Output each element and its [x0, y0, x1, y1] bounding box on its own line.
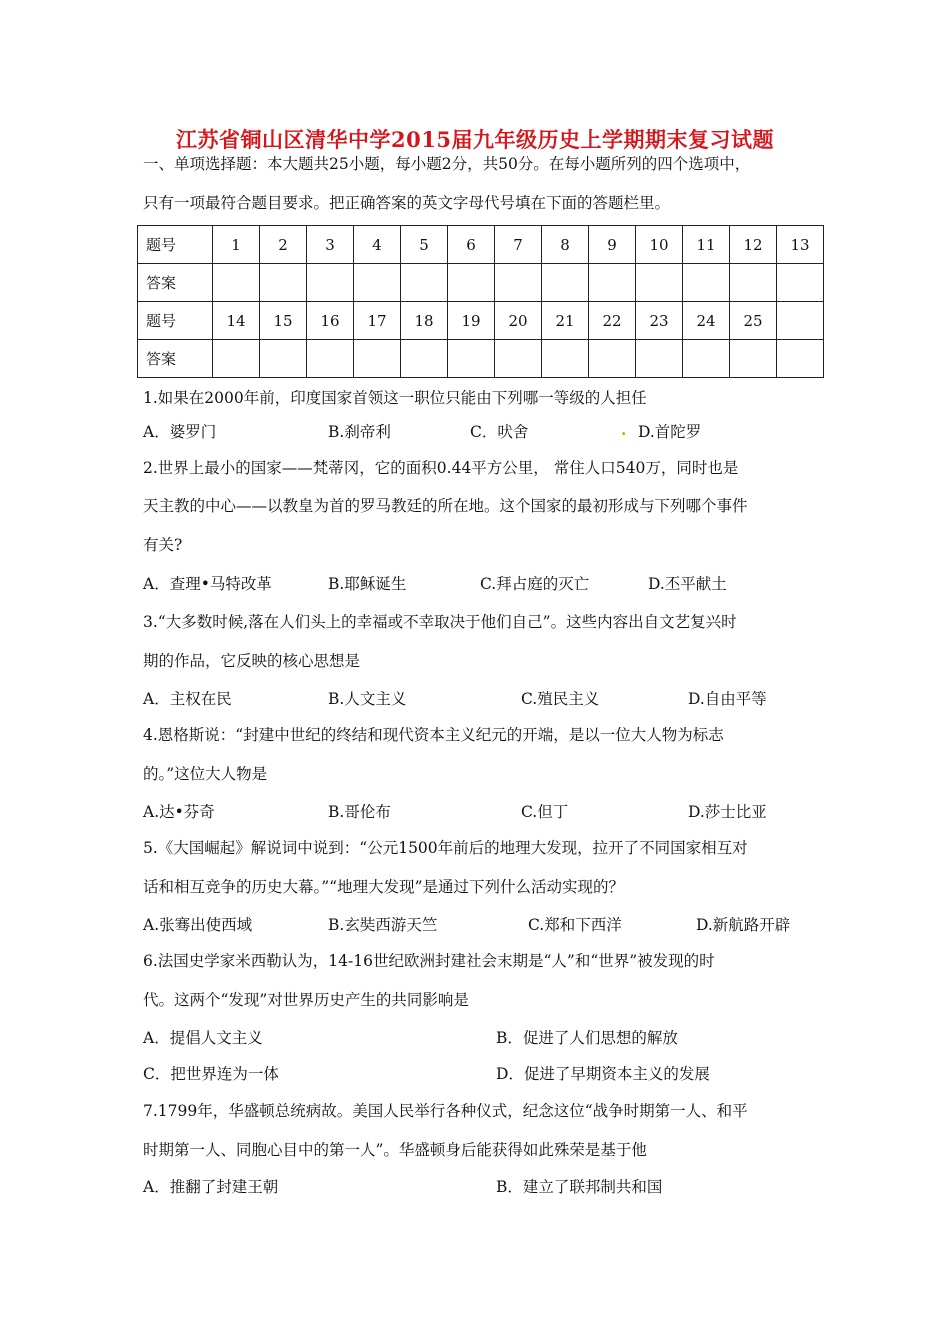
- question-6-option-a[interactable]: A．提倡人文主义: [143, 1029, 263, 1047]
- answer-cell[interactable]: [683, 264, 730, 302]
- question-number: 16: [307, 302, 354, 340]
- answer-table: [137, 225, 824, 378]
- question-number: 14: [213, 302, 260, 340]
- answer-cell[interactable]: [636, 264, 683, 302]
- question-number: 12: [730, 226, 777, 264]
- question-3-option-c[interactable]: C.殖民主义: [521, 690, 600, 708]
- answer-cell[interactable]: [542, 264, 589, 302]
- question-1-mark: .: [621, 420, 627, 439]
- question-5-option-b[interactable]: B.玄奘西游天竺: [328, 916, 438, 934]
- question-2-stem-line-1: 2.世界上最小的国家——梵蒂冈，它的面积0.44平方公里， 常住人口540万，同时也是: [143, 459, 739, 477]
- answer-cell[interactable]: [730, 264, 777, 302]
- question-3-option-b[interactable]: B.人文主义: [328, 690, 407, 708]
- question-number: 6: [448, 226, 495, 264]
- question-4-option-a[interactable]: A.达•芬奇: [143, 803, 215, 821]
- question-number: 9: [589, 226, 636, 264]
- question-5-option-a[interactable]: A.张骞出使西域: [143, 916, 253, 934]
- question-5-option-d[interactable]: D.新航路开辟: [696, 916, 791, 934]
- answer-cell[interactable]: [401, 340, 448, 378]
- instruction-line-2: 只有一项最符合题目要求。把正确答案的英文字母代号填在下面的答题栏里。: [143, 194, 671, 212]
- question-number: 22: [589, 302, 636, 340]
- answer-cell[interactable]: [307, 264, 354, 302]
- answer-cell[interactable]: [213, 264, 260, 302]
- answer-cell[interactable]: [777, 264, 824, 302]
- table-label-question: 题号: [138, 302, 213, 340]
- question-5-stem-line-2: 话和相互竞争的历史大幕。”“地理大发现”是通过下列什么活动实现的？: [143, 878, 625, 896]
- question-number: 1: [213, 226, 260, 264]
- question-2-option-a[interactable]: A．查理•马特改革: [143, 575, 272, 593]
- answer-cell[interactable]: [495, 340, 542, 378]
- question-number: 7: [495, 226, 542, 264]
- question-number: 15: [260, 302, 307, 340]
- question-7-option-b[interactable]: B．建立了联邦制共和国: [496, 1178, 663, 1196]
- answer-cell[interactable]: [401, 264, 448, 302]
- question-1-option-a[interactable]: A．婆罗门: [143, 423, 217, 441]
- question-5-option-c[interactable]: C.郑和下西洋: [528, 916, 622, 934]
- answer-cell[interactable]: [354, 340, 401, 378]
- question-number: 20: [495, 302, 542, 340]
- question-number: 21: [542, 302, 589, 340]
- answer-cell[interactable]: [495, 264, 542, 302]
- table-label-answer: 答案: [138, 340, 213, 378]
- question-number: 2: [260, 226, 307, 264]
- question-4-stem-line-1: 4.恩格斯说：“封建中世纪的终结和现代资本主义纪元的开端，是以一位大人物为标志: [143, 726, 724, 744]
- answer-cell[interactable]: [777, 340, 824, 378]
- question-number: 19: [448, 302, 495, 340]
- table-row: [138, 302, 824, 340]
- answer-cell[interactable]: [589, 340, 636, 378]
- question-number: 13: [777, 226, 824, 264]
- answer-cell[interactable]: [260, 264, 307, 302]
- question-number: 18: [401, 302, 448, 340]
- question-number: 25: [730, 302, 777, 340]
- question-7-stem-line-1: 7.1799年，华盛顿总统病故。美国人民举行各种仪式，纪念这位“战争时期第一人、和平: [143, 1102, 748, 1120]
- question-6-option-b[interactable]: B．促进了人们思想的解放: [496, 1029, 678, 1047]
- question-2-option-b[interactable]: B.耶稣诞生: [328, 575, 407, 593]
- question-6-option-d[interactable]: D．促进了早期资本主义的发展: [496, 1065, 710, 1083]
- question-number: 8: [542, 226, 589, 264]
- question-1-option-c[interactable]: C．吠舍: [470, 423, 529, 441]
- instruction-line-1: 一、单项选择题：本大题共25小题，每小题2分，共50分。在每小题所列的四个选项中，: [143, 155, 751, 173]
- question-number: 10: [636, 226, 683, 264]
- question-3-stem-line-2: 期的作品，它反映的核心思想是: [143, 652, 361, 670]
- question-number: 5: [401, 226, 448, 264]
- question-1-option-b[interactable]: B.刹帝利: [328, 423, 391, 441]
- answer-cell[interactable]: [683, 340, 730, 378]
- question-3-option-d[interactable]: D.自由平等: [688, 690, 767, 708]
- question-6-stem-line-2: 代。这两个“发现”对世界历史产生的共同影响是: [143, 991, 469, 1009]
- question-2-option-d[interactable]: D.丕平献土: [648, 575, 727, 593]
- question-3-stem-line-1: 3.“大多数时候,落在人们头上的幸福或不幸取决于他们自己”。这些内容出自文艺复兴时: [143, 613, 737, 631]
- question-4-stem-line-2: 的。”这位大人物是: [143, 765, 268, 783]
- question-number: 3: [307, 226, 354, 264]
- answer-cell[interactable]: [542, 340, 589, 378]
- document-title: 江苏省铜山区清华中学2015届九年级历史上学期期末复习试题: [176, 127, 774, 152]
- question-number: 23: [636, 302, 683, 340]
- question-2-option-c[interactable]: C.拜占庭的灭亡: [480, 575, 590, 593]
- answer-cell[interactable]: [730, 340, 777, 378]
- question-6-stem-line-1: 6.法国史学家米西勒认为，14-16世纪欧洲封建社会末期是“人”和“世界”被发现的时: [143, 952, 715, 970]
- answer-cell[interactable]: [354, 264, 401, 302]
- answer-cell[interactable]: [448, 264, 495, 302]
- question-6-option-c[interactable]: C．把世界连为一体: [143, 1065, 279, 1083]
- table-row: [138, 264, 824, 302]
- question-2-stem-line-2: 天主教的中心——以教皇为首的罗马教廷的所在地。这个国家的最初形成与下列哪个事件: [143, 497, 748, 515]
- question-7-stem-line-2: 时期第一人、同胞心目中的第一人”。华盛顿身后能获得如此殊荣是基于他: [143, 1141, 647, 1159]
- table-label-question: 题号: [138, 226, 213, 264]
- question-1-stem: 1.如果在2000年前，印度国家首领这一职位只能由下列哪一等级的人担任: [143, 389, 647, 407]
- table-label-answer: 答案: [138, 264, 213, 302]
- question-7-option-a[interactable]: A．推翻了封建王朝: [143, 1178, 279, 1196]
- question-number: [777, 302, 824, 340]
- question-1-option-d[interactable]: D.首陀罗: [638, 423, 702, 441]
- answer-cell[interactable]: [636, 340, 683, 378]
- answer-cell[interactable]: [448, 340, 495, 378]
- question-number: 4: [354, 226, 401, 264]
- answer-cell[interactable]: [307, 340, 354, 378]
- question-3-option-a[interactable]: A．主权在民: [143, 690, 232, 708]
- question-number: 24: [683, 302, 730, 340]
- question-5-stem-line-1: 5.《大国崛起》解说词中说到：“公元1500年前后的地理大发现，拉开了不同国家相互对: [143, 839, 748, 857]
- answer-cell[interactable]: [213, 340, 260, 378]
- table-row: [138, 226, 824, 264]
- question-4-option-d[interactable]: D.莎士比亚: [688, 803, 767, 821]
- question-4-option-c[interactable]: C.但丁: [521, 803, 569, 821]
- question-4-option-b[interactable]: B.哥伦布: [328, 803, 391, 821]
- answer-cell[interactable]: [589, 264, 636, 302]
- question-2-stem-line-3: 有关?: [143, 536, 183, 554]
- question-number: 17: [354, 302, 401, 340]
- table-row: [138, 340, 824, 378]
- question-number: 11: [683, 226, 730, 264]
- answer-cell[interactable]: [260, 340, 307, 378]
